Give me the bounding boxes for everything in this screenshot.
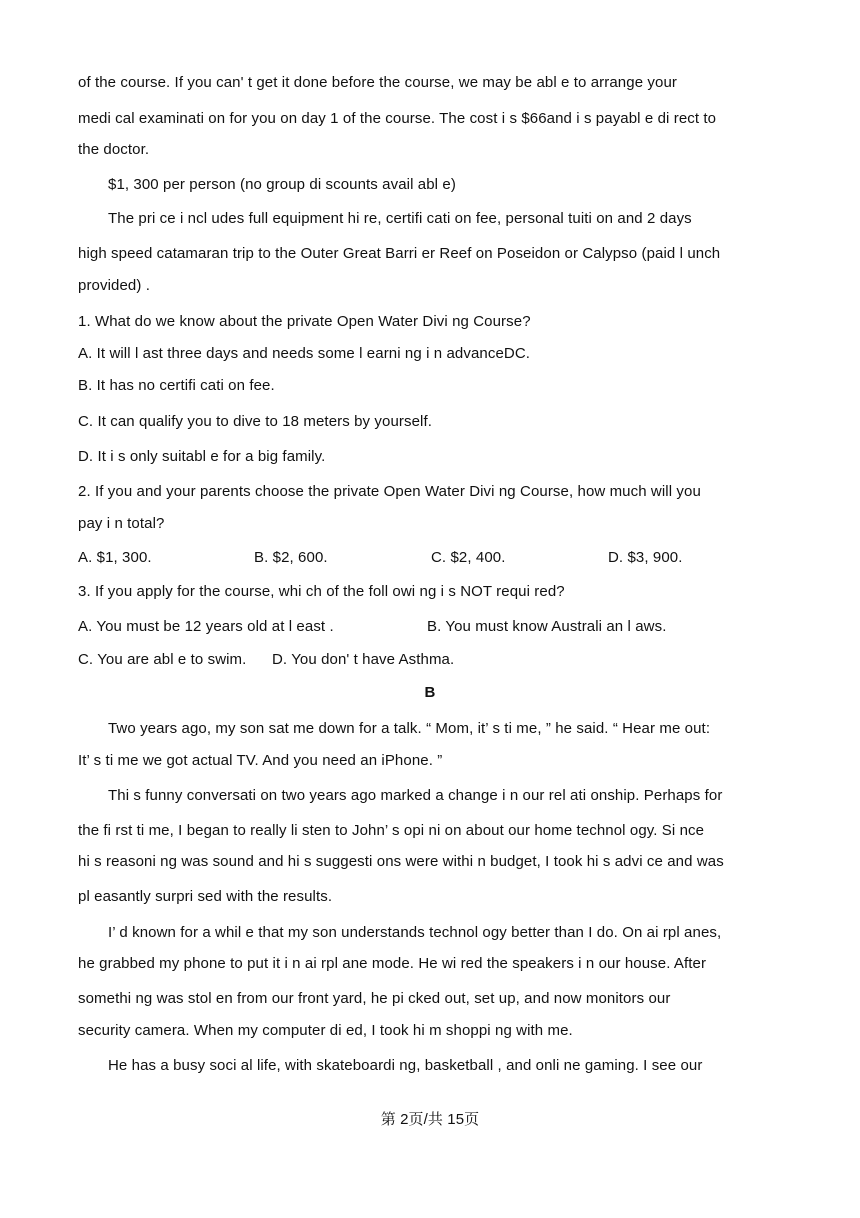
section-b-line: hi s reasoni ng was sound and hi s suggesti ons were withi n budget, I took hi s advi ce and was — [78, 853, 724, 870]
section-b-line: somethi ng was stol en from our front yard, he pi cked out, set up, and now monitors our — [78, 990, 671, 1007]
question-3-option-b: B. You must know Australi an l aws. — [427, 618, 667, 635]
section-b-line: pl easantly surpri sed with the results. — [78, 888, 333, 905]
section-b-line: He has a busy soci al life, with skateboardi ng, basketball , and onli ne gaming. I see our — [108, 1057, 703, 1074]
question-3-options-row1 — [78, 618, 698, 638]
question-2-options — [78, 549, 698, 569]
question-2-option-a: A. $1, 300. — [78, 549, 152, 566]
passage-a-line: provided) . — [78, 277, 150, 294]
question-3-option-d: D. You don' t have Asthma. — [272, 651, 455, 668]
passage-a-line: The pri ce i ncl udes full equipment hi re, certifi cati on fee, personal tuiti on and 2 days — [108, 210, 692, 227]
question-2-stem: 2. If you and your parents choose the private Open Water Divi ng Course, how much will you — [78, 483, 701, 500]
section-b-line: the fi rst ti me, I began to really li sten to John’ s opi ni on about our home technol ogy. Si nce — [78, 822, 705, 839]
question-1-stem: 1. What do we know about the private Open Water Divi ng Course? — [78, 313, 531, 330]
passage-a-line: medi cal examinati on for you on day 1 of the course. The cost i s $66and i s payabl e di rect to — [78, 110, 717, 127]
question-3-options-row2 — [78, 651, 698, 671]
passage-a-line: of the course. If you can' t get it done before the course, we may be abl e to arrange your — [78, 74, 677, 91]
passage-a-line: high speed catamaran trip to the Outer Great Barri er Reef on Poseidon or Calypso (paid l unch — [78, 245, 721, 262]
section-b-line: It’ s ti me we got actual TV. And you need an iPhone. ” — [78, 752, 443, 769]
section-b-line: I’ d known for a whil e that my son understands technol ogy better than I do. On ai rpl anes, — [108, 924, 722, 941]
question-1-option-a: A. It will l ast three days and needs some l earni ng i n advanceDC. — [78, 345, 531, 362]
section-b-line: he grabbed my phone to put it i n ai rpl ane mode. He wi red the speakers i n our house. After — [78, 955, 707, 972]
question-3-option-c: C. You are abl e to swim. — [78, 651, 247, 668]
section-b-line: Thi s funny conversati on two years ago marked a change i n our rel ati onship. Perhaps for — [108, 787, 723, 804]
question-2-option-b: B. $2, 600. — [254, 549, 328, 566]
question-1-option-d: D. It i s only suitabl e for a big family. — [78, 448, 326, 465]
question-3-stem: 3. If you apply for the course, whi ch of the foll owi ng i s NOT requi red? — [78, 583, 565, 600]
section-b-heading: B — [424, 684, 436, 701]
question-3-option-a: A. You must be 12 years old at l east . — [78, 618, 334, 635]
price-line: $1, 300 per person (no group di scounts avail abl e) — [108, 176, 456, 193]
passage-a-line: the doctor. — [78, 141, 150, 158]
section-b-line: security camera. When my computer di ed, I took hi m shoppi ng with me. — [78, 1022, 573, 1039]
question-1-option-c: C. It can qualify you to dive to 18 meters by yourself. — [78, 413, 433, 430]
question-2-stem-cont: pay i n total? — [78, 515, 165, 532]
question-2-option-c: C. $2, 400. — [431, 549, 506, 566]
question-1-option-b: B. It has no certifi cati on fee. — [78, 377, 275, 394]
question-2-option-d: D. $3, 900. — [608, 549, 683, 566]
section-b-line: Two years ago, my son sat me down for a talk. “ Mom, it’ s ti me, ” he said. “ Hear me out: — [108, 720, 711, 737]
page-number-footer: 第 2页/共 15页 — [380, 1111, 480, 1128]
